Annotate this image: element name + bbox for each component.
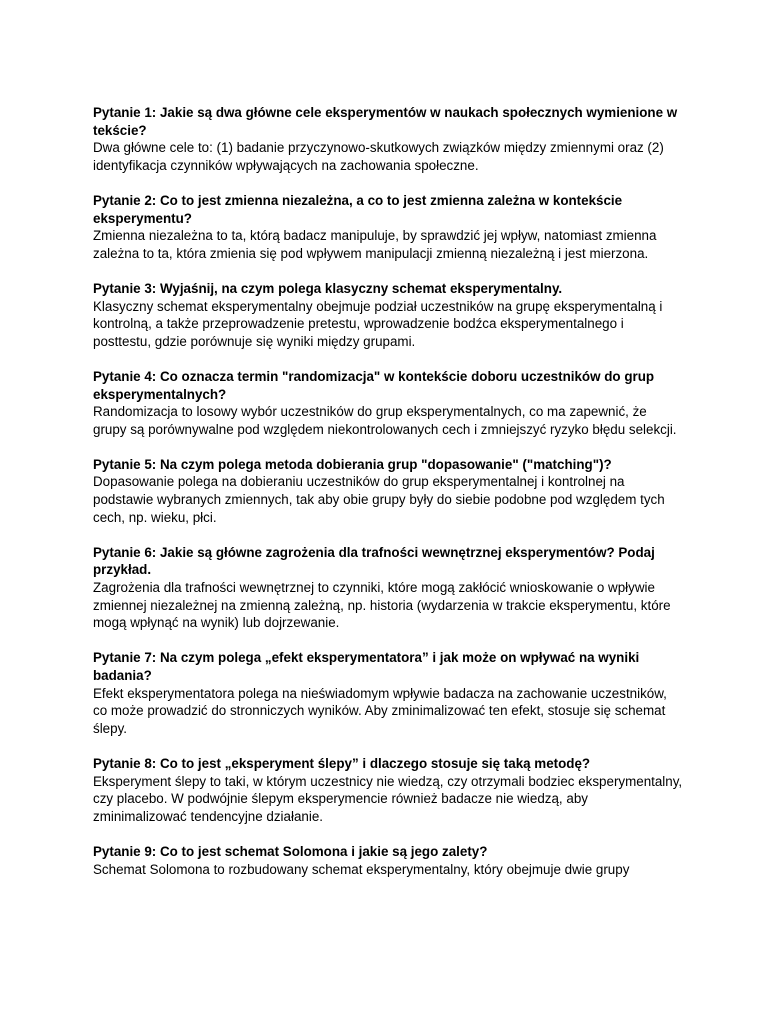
question-6: Pytanie 6: Jakie są główne zagrożenia dla trafności wewnętrznej eksperymentów? Podaj przykład. xyxy=(93,544,655,578)
answer-7: Efekt eksperymentatora polega na nieświadomym wpływie badacza na zachowanie uczestników, co może prowadzić do stronniczych wyników. Aby zminimalizować ten efekt, stosuje się schemat ślepy. xyxy=(93,685,667,736)
answer-1: Dwa główne cele to: (1) badanie przyczynowo-skutkowych związków między zmiennymi oraz (2) identyfikacja czynników wpływających na zachowania społeczne. xyxy=(93,140,664,173)
qa-item-1 xyxy=(93,104,683,174)
qa-item-7 xyxy=(93,649,683,737)
answer-5: Dopasowanie polega na dobieraniu uczestników do grup eksperymentalnej i kontrolnej na podstawie wybranych zmiennych, tak aby obie grupy były do siebie podobne pod względem tych cech, np. wieku, płci. xyxy=(93,474,665,525)
qa-item-2 xyxy=(93,192,683,262)
qa-item-6 xyxy=(93,544,683,632)
answer-4: Randomizacja to losowy wybór uczestników do grup eksperymentalnych, co ma zapewnić, że grupy są porównywalne pod względem niekontrolowanych cech i zmniejszyć ryzyko błędu selekcji. xyxy=(93,404,677,437)
answer-6: Zagrożenia dla trafności wewnętrznej to czynniki, które mogą zakłócić wnioskowanie o wpływie zmiennej niezależnej na zmienną zależną, np. historia (wydarzenia w trakcie eksperymentu, które mogą wpłynąć na wynik) lub dojrzewanie. xyxy=(93,580,671,631)
question-9: Pytanie 9: Co to jest schemat Solomona i jakie są jego zalety? xyxy=(93,843,488,859)
document-page xyxy=(93,104,683,896)
question-5: Pytanie 5: Na czym polega metoda dobierania grup "dopasowanie" ("matching")? xyxy=(93,456,612,472)
qa-item-8 xyxy=(93,755,683,825)
question-2: Pytanie 2: Co to jest zmienna niezależna, a co to jest zmienna zależna w kontekście eksperymentu? xyxy=(93,192,623,226)
answer-9: Schemat Solomona to rozbudowany schemat eksperymentalny, który obejmuje dwie grupy xyxy=(93,861,630,877)
qa-item-3 xyxy=(93,280,683,350)
question-4: Pytanie 4: Co oznacza termin "randomizacja" w kontekście doboru uczestników do grup eksperymentalnych? xyxy=(93,368,655,402)
question-7: Pytanie 7: Na czym polega „efekt eksperymentatora” i jak może on wpływać na wyniki badania? xyxy=(93,650,640,683)
qa-item-9 xyxy=(93,843,683,878)
qa-item-4 xyxy=(93,368,683,438)
answer-2: Zmienna niezależna to ta, którą badacz manipuluje, by sprawdzić jej wpływ, natomiast zmienna zależna to ta, która zmienia się pod wpływem manipulacji zmienną niezależną i jest mierzona. xyxy=(93,228,657,261)
question-8: Pytanie 8: Co to jest „eksperyment ślepy” i dlaczego stosuje się taką metodę? xyxy=(93,755,591,771)
question-1: Pytanie 1: Jakie są dwa główne cele eksperymentów w naukach społecznych wymienione w tekście? xyxy=(93,105,678,138)
answer-8: Eksperyment ślepy to taki, w którym uczestnicy nie wiedzą, czy otrzymali bodziec eksperymentalny, czy placebo. W podwójnie ślepym eksperymencie również badacze nie wiedzą, aby zminimalizować tendencyjne działanie. xyxy=(93,773,683,824)
question-3: Pytanie 3: Wyjaśnij, na czym polega klasyczny schemat eksperymentalny. xyxy=(93,280,563,296)
qa-item-5 xyxy=(93,456,683,526)
answer-3: Klasyczny schemat eksperymentalny obejmuje podział uczestników na grupę eksperymentalną i kontrolną, a także przeprowadzenie pretestu, wprowadzenie bodźca eksperymentalnego i posttestu, gdzie porównuje się wyniki między grupami. xyxy=(93,298,663,349)
